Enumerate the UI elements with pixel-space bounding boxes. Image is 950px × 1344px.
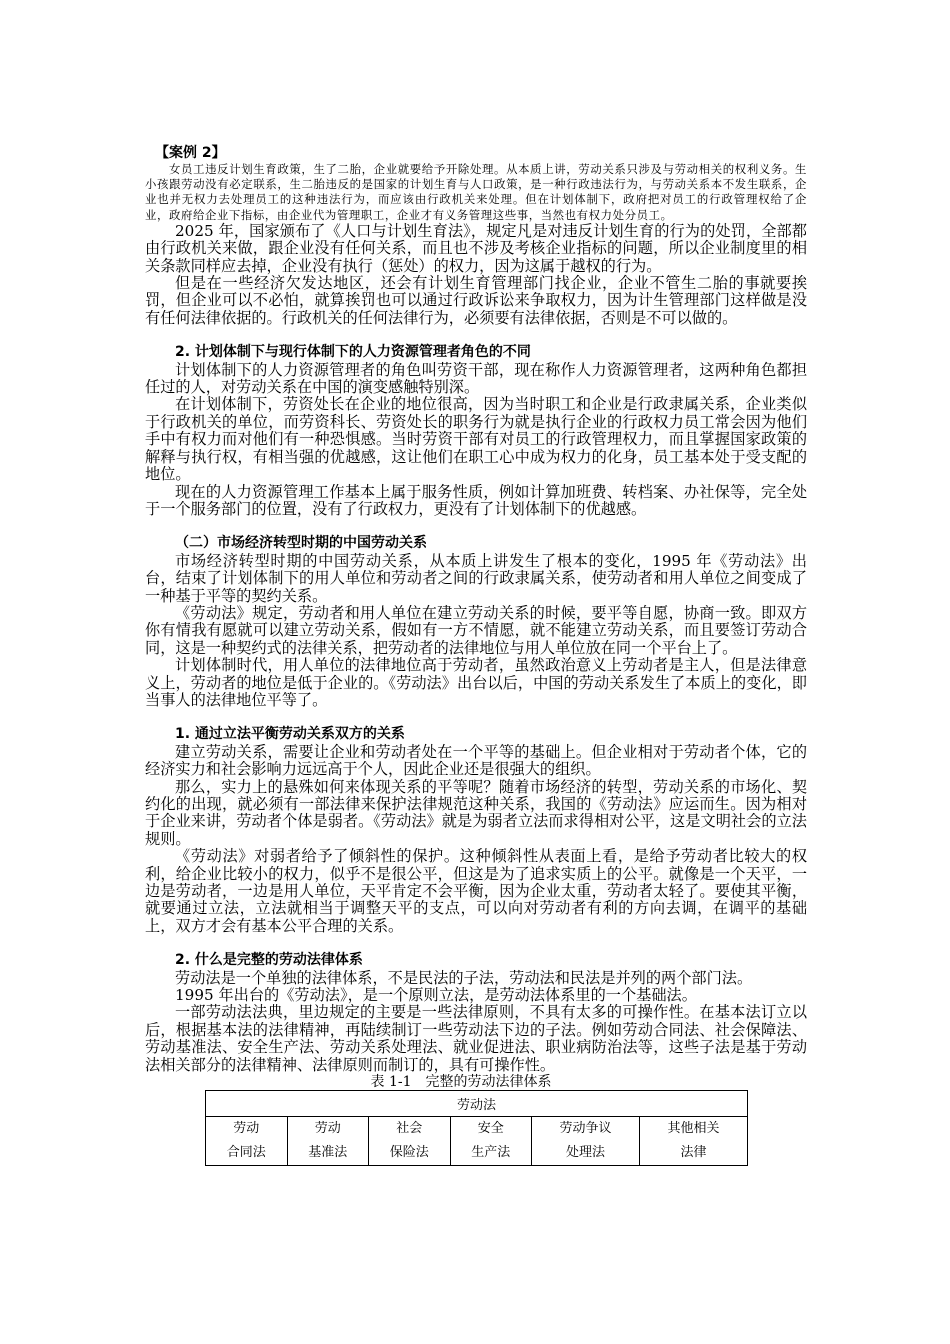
section-heading: （二）市场经济转型时期的中国劳动关系	[175, 535, 427, 552]
body-paragraph: 建立劳动关系，需要让企业和劳动者处在一个平等的基础上。但企业相对于劳动者个体，它的经济实力和社会影响力远远高于个人，因此企业还是很强大的组织。	[145, 742, 807, 779]
table-header-cell: 劳动法	[206, 1091, 748, 1117]
table-cell: 劳动 合同法	[206, 1117, 288, 1166]
table-cell: 劳动争议 处理法	[532, 1117, 640, 1166]
body-paragraph: 《劳动法》规定，劳动者和用人单位在建立劳动关系的时候，要平等自愿，协商一致。即双方你有情我有愿就可以建立劳动关系，假如有一方不情愿，就不能建立劳动关系，而且要签订劳动合同，这是一种契约式的法律关系，把劳动者的法律地位与用人单位放在同一个平台上了。	[145, 603, 807, 657]
body-paragraph: 但是在一些经济欠发达地区，还会有计划生育管理部门找企业，企业不管生二胎的事就要挨罚，但企业可以不必怕，就算挨罚也可以通过行政诉讼来争取权力，因为计生管理部门这样做是没有任何法律依据的。行政机关的任何法律行为，必须要有法律依据，否则是不可以做的。	[145, 274, 807, 327]
body-paragraph: 计划体制下的人力资源管理者的角色叫劳资干部，现在称作人力资源管理者，这两种角色都担任过的人，对劳动关系在中国的演变感触特别深。	[145, 360, 807, 397]
labor-law-table	[205, 1090, 748, 1166]
body-paragraph: 1995 年出台的《劳动法》，是一个原则立法，是劳动法体系里的一个基础法。	[175, 986, 697, 1005]
body-paragraph: 那么，实力上的悬殊如何来体现关系的平等呢？随着市场经济的转型，劳动关系的市场化、契约化的出现，就必须有一部法律来保护法律规范这种关系，我国的《劳动法》应运而生。因为相对于企业来讲，劳动者个体是弱者。《劳动法》就是为弱者立法而求得相对公平，这是文明社会的立法规则。	[145, 777, 807, 848]
table-cell: 其他相关 法律	[639, 1117, 747, 1166]
body-paragraph: 2025 年，国家颁布了《人口与计划生育法》，规定凡是对违反计划生育的行为的处罚，全部都由行政机关来做，跟企业没有任何关系，而且也不涉及考核企业指标的问题，所以企业制度里的相关条款同样应去掉，企业没有执行（惩处）的权力，因为这属于越权的行为。	[145, 221, 807, 275]
document-page	[145, 144, 807, 1166]
case-paragraph: 女员工违反计划生育政策，生了二胎，企业就要给予开除处理。从本质上讲，劳动关系只涉及与劳动相关的权利义务。生小孩跟劳动没有必定联系，生二胎违反的是国家的计划生育与人口政策，是一种行政违法行为，与劳动关系本不发生联系，企业也并无权力去处理员工的这种违法行为，而应该由行政机关来处理。但在计划体制下，政府把对员工的行政管理权给了企业，政府给企业下指标，由企业代为管理职工，企业才有义务管理这些事，当然也有权力处分员工。	[145, 162, 807, 222]
table-cell: 劳动 基准法	[287, 1117, 369, 1166]
body-paragraph: 现在的人力资源管理工作基本上属于服务性质，例如计算加班费、转档案、办社保等，完全处于一个服务部门的位置，没有了行政权力，更没有了计划体制下的优越感。	[145, 482, 807, 518]
case-title: 【案例 2】	[155, 145, 226, 161]
body-paragraph: 市场经济转型时期的中国劳动关系，从本质上讲发生了根本的变化，1995 年《劳动法》出台，结束了计划体制下的用人单位和劳动者之间的行政隶属关系，使劳动者和用人单位之间变成了一种基于平等的契约关系。	[145, 551, 807, 605]
table-cell: 安全 生产法	[450, 1117, 532, 1166]
body-paragraph: 一部劳动法法典，里边规定的主要是一些法律原则，不具有太多的可操作性。在基本法订立以后，根据基本法的法律精神，再陆续制订一些劳动法下边的子法。例如劳动合同法、社会保障法、劳动基准法、安全生产法、劳动关系处理法、就业促进法、职业病防治法等，这些子法是基于劳动法相关部分的法律精神、法律原则而制订的，具有可操作性。	[145, 1003, 807, 1074]
section-heading: 2. 计划体制下与现行体制下的人力资源管理者角色的不同	[175, 344, 531, 361]
body-paragraph: 计划体制时代，用人单位的法律地位高于劳动者，虽然政治意义上劳动者是主人，但是法律意义上，劳动者的地位是低于企业的。《劳动法》出台以后，中国的劳动关系发生了本质上的变化，即当事人的法律地位平等了。	[145, 656, 807, 709]
section-heading: 2. 什么是完整的劳动法律体系	[175, 952, 363, 969]
table-cell: 社会 保险法	[369, 1117, 451, 1166]
table-caption: 表 1-1 完整的劳动法律体系	[370, 1074, 552, 1091]
body-paragraph: 《劳动法》对弱者给予了倾斜性的保护。这种倾斜性从表面上看，是给予劳动者比较大的权利，给企业比较小的权力，似乎不是很公平，但这是为了追求实质上的公平。就像是一个天平，一边是劳动者，一边是用人单位，天平肯定不会平衡，因为企业太重，劳动者太轻了。要使其平衡，就要通过立法，立法就相当于调整天平的支点，可以向对劳动者有利的方向去调，在调平的基础上，双方才会有基本公平合理的关系。	[145, 847, 807, 935]
section-heading: 1. 通过立法平衡劳动关系双方的关系	[175, 726, 405, 743]
body-paragraph: 在计划体制下，劳资处长在企业的地位很高，因为当时职工和企业是行政隶属关系，企业类似于行政机关的单位，而劳资科长、劳资处长的职务行为就是执行企业的行政权力员工常会因为他们手中有权力而对他们有一种恐惧感。当时劳资干部有对员工的行政管理权力，而且掌握国家政策的解释与执行权，有相当强的优越感，这让他们在职工心中成为权力的化身，员工基本处于受支配的地位。	[145, 395, 807, 484]
body-paragraph: 劳动法是一个单独的法律体系，不是民法的子法，劳动法和民法是并列的两个部门法。	[175, 968, 753, 987]
